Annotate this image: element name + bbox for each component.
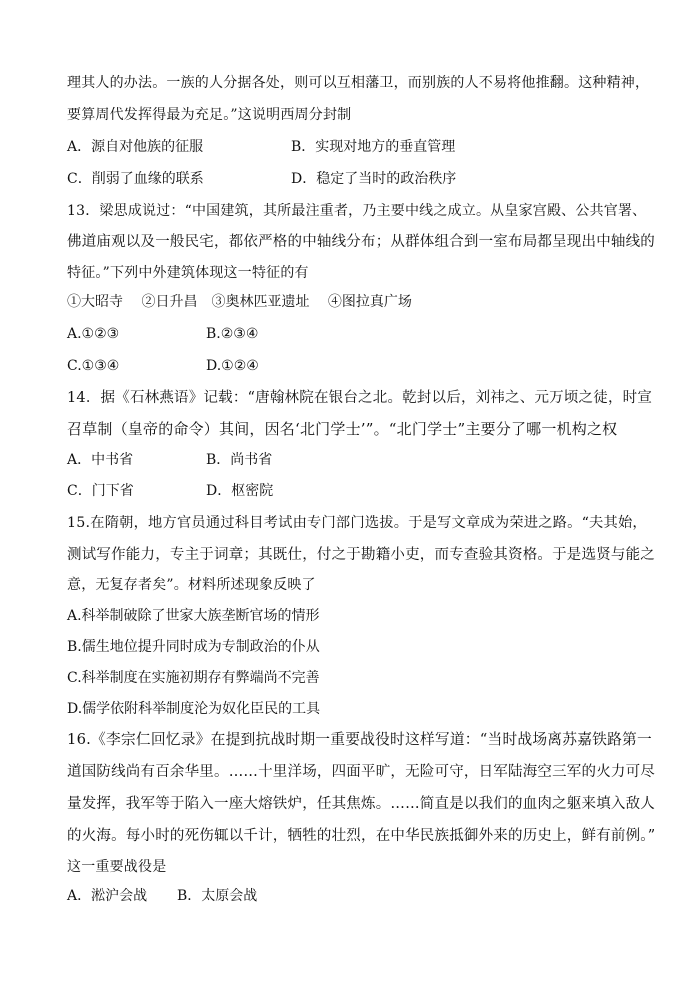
- q12-stem-line-2: 要算周代发挥得最为充足。”这说明西周分封制: [67, 107, 352, 123]
- q13-option-c: C.①③④: [67, 358, 120, 374]
- q15-option-d: D.儒学依附科举制度沦为奴化臣民的工具: [67, 701, 321, 717]
- q14-stem-line-2: 召草制（皇帝的命令）其间，因名‘北门学士’”。“北门学士”主要分了哪一机构之权: [67, 420, 618, 438]
- q16-option-a: A．淞沪会战: [67, 888, 148, 904]
- q16-stem-line-4: 的火海。每小时的死伤辄以千计，牺牲的壮烈，在中华民族抵御外来的历史上，鲜有前例。”: [67, 828, 656, 844]
- q14-option-c: C．门下省: [67, 483, 134, 499]
- q13-stem-line-3: 特征。”下列中外建筑体现这一特征的有: [67, 265, 309, 281]
- q15-option-b: B.儒生地位提升同时成为专制政治的仆从: [67, 639, 320, 655]
- q15-option-c: C.科举制度在实施初期存有弊端尚不完善: [67, 670, 320, 686]
- q13-stem-line-2: 佛道庙观以及一般民宅，都依严格的中轴线分布；从群体组合到一室布局都呈现出中轴线的: [67, 234, 655, 250]
- q14-option-b: B．尚书省: [206, 452, 273, 468]
- q16-option-b: B．太原会战: [177, 888, 258, 904]
- q13-option-d: D.①②④: [206, 358, 259, 374]
- q13-stem-line-1: 13．梁思成说过：“中国建筑，其所最注重者，乃主要中线之成立。从皇家宫殿、公共官署、: [67, 203, 647, 219]
- q16-stem-line-5: 这一重要战役是: [67, 859, 167, 875]
- q12-option-b: B．实现对地方的垂直管理: [291, 139, 456, 155]
- q13-option-b: B.②③④: [206, 326, 259, 342]
- q14-option-a: A．中书省: [67, 452, 134, 468]
- q16-stem-line-3: 量发挥，我军等于陷入一座大熔铁炉，任其焦炼。……简直是以我们的血肉之躯来填入敌人: [67, 796, 655, 812]
- q13-option-a: A.①②③: [67, 326, 120, 342]
- q15-stem-line-1: 15.在隋朝，地方官员通过科目考试由专门部门选拔。于是写文章成为荣进之路。“夫其始，: [67, 515, 647, 531]
- q16-stem-line-1: 16.《李宗仁回忆录》在提到抗战时期一重要战役时这样写道：“当时战场离苏嘉铁路第一: [67, 731, 652, 748]
- q15-stem-line-2: 测试写作能力，专主于词章；其既仕，付之于勘籍小吏，而专查验其资格。于是选贤与能之: [67, 547, 655, 563]
- q14-option-d: D．枢密院: [206, 483, 274, 499]
- q16-stem-line-2: 道国防线尚有百余华里。……十里洋场，四面平旷，无险可守，日军陆海空三军的火力可尽: [67, 764, 655, 780]
- q14-stem-line-1: 14．据《石林燕语》记载：“唐翰林院在银台之北。乾封以后，刘祎之、元万顷之徒，时宣: [67, 390, 653, 406]
- q15-stem-line-3: 意，无复存者矣”。材料所述现象反映了: [67, 577, 316, 593]
- q12-stem-line-1: 理其人的办法。一族的人分据各处，则可以互相藩卫，而别族的人不易将他推翻。这种精神，: [67, 75, 650, 91]
- q12-option-c: C．削弱了血缘的联系: [67, 171, 204, 187]
- q12-option-d: D．稳定了当时的政治秩序: [291, 171, 457, 187]
- q15-option-a: A.科举制破除了世家大族垄断官场的情形: [67, 608, 320, 624]
- q12-option-a: A．源自对他族的征服: [67, 139, 204, 155]
- q13-items: ①大昭寺 ②日升昌 ③奥林匹亚遗址 ④图拉真广场: [67, 294, 412, 310]
